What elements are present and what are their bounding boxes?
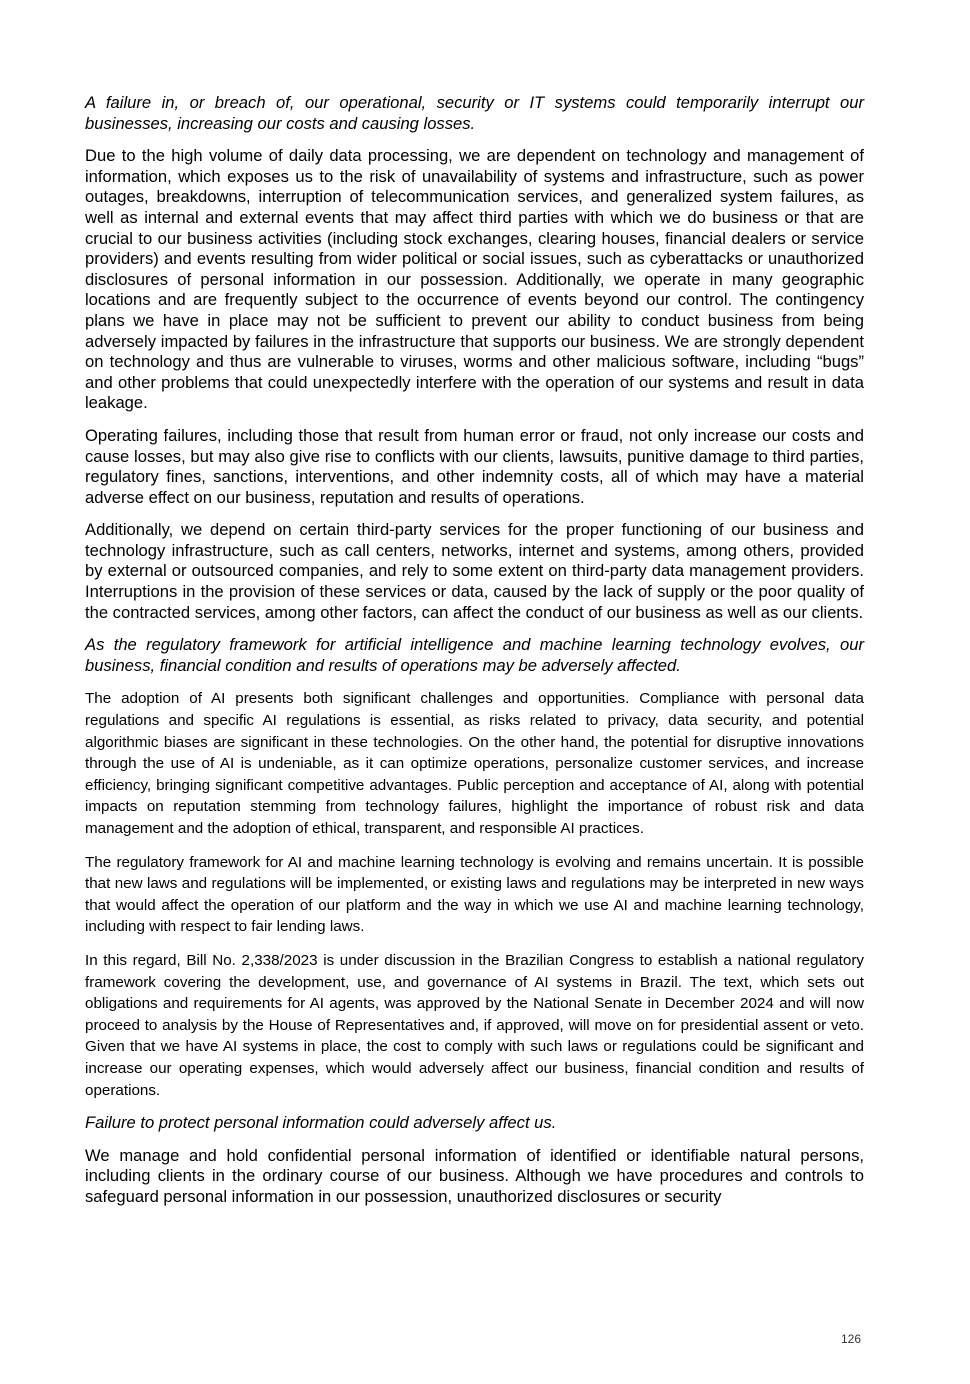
paragraph-technology-dependence: Due to the high volume of daily data processing, we are dependent on technology and management of information, which exposes us to the risk of unavailability of systems and infrastructure, such as power outages, breakdowns, interruption of telecommunication services, and generalized system failures, as well as internal and external events that may affect third parties with which we do business or that are crucial to our business activities (including stock exchanges, clearing houses, financial dealers or service providers) and events resulting from wider political or social issues, such as cyberattacks or unauthorized disclosures of personal information in our possession. Additionally, we operate in many geographic locations and are frequently subject to the occurrence of events beyond our control. The contingency plans we have in place may not be sufficient to prevent our ability to conduct business from being adversely impacted by failures in the infrastructure that supports our business. We are strongly dependent on technology and thus are vulnerable to viruses, worms and other malicious software, including “bugs” and other problems that could unexpectedly interfere with the operation of our systems and result in data leakage.: [85, 146, 864, 413]
paragraph-bill-2338: In this regard, Bill No. 2,338/2023 is under discussion in the Brazilian Congress to establish a national regulatory framework covering the development, use, and governance of AI systems in Brazil. The text, which sets out obligations and requirements for AI agents, was approved by the National Senate in December 2024 and will now proceed to analysis by the House of Representatives and, if approved, will move on for presidential assent or veto. Given that we have AI systems in place, the cost to comply with such laws or regulations could be significant and increase our operating expenses, which would adversely affect our business, financial condition and results of operations.: [85, 951, 864, 1099]
document-body: [85, 93, 864, 1220]
section-heading-ai-regulation: As the regulatory framework for artificial intelligence and machine learning technology evolves, our business, financial condition and results of operations may be adversely affected.: [85, 635, 864, 675]
page-number: 126: [840, 1332, 861, 1346]
section-heading-it-systems: A failure in, or breach of, our operational, security or IT systems could temporarily interrupt our businesses, increasing our costs and causing losses.: [85, 93, 864, 133]
paragraph-personal-information: We manage and hold confidential personal information of identified or identifiable natural persons, including clients in the ordinary course of our business. Although we have procedures and controls to safeguard personal information in our possession, unauthorized disclosures or security: [85, 1145, 864, 1206]
paragraph-ai-regulatory-framework: The regulatory framework for AI and machine learning technology is evolving and remains uncertain. It is possible that new laws and regulations will be implemented, or existing laws and regulations may be interpreted in new ways that would affect the operation of our platform and the way in which we use AI and machine learning technology, including with respect to fair lending laws.: [85, 853, 864, 936]
paragraph-operating-failures: Operating failures, including those that result from human error or fraud, not only increase our costs and cause losses, but may also give rise to conflicts with our clients, lawsuits, punitive damage to third parties, regulatory fines, sanctions, interventions, and other indemnity costs, all of which may have a material adverse effect on our business, reputation and results of operations.: [85, 425, 864, 507]
paragraph-third-party-services: Additionally, we depend on certain third-party services for the proper functioning of our business and technology infrastructure, such as call centers, networks, internet and systems, among others, provided by external or outsourced companies, and rely to some extent on third-party data management providers. Interruptions in the provision of these services or data, caused by the lack of supply or the poor quality of the contracted services, among other factors, can affect the conduct of our business as well as our clients.: [85, 520, 864, 622]
paragraph-ai-adoption: The adoption of AI presents both significant challenges and opportunities. Compliance with personal data regulations and specific AI regulations is essential, as risks related to privacy, data security, and potential algorithmic biases are significant in these technologies. On the other hand, the potential for disruptive innovations through the use of AI is undeniable, as it can optimize operations, personalize customer services, and increase efficiency, bringing significant competitive advantages. Public perception and acceptance of AI, along with potential impacts on reputation stemming from technology failures, highlight the importance of robust risk and data management and the adoption of ethical, transparent, and responsible AI practices.: [85, 690, 864, 837]
section-heading-personal-information: Failure to protect personal information could adversely affect us.: [85, 1113, 557, 1133]
